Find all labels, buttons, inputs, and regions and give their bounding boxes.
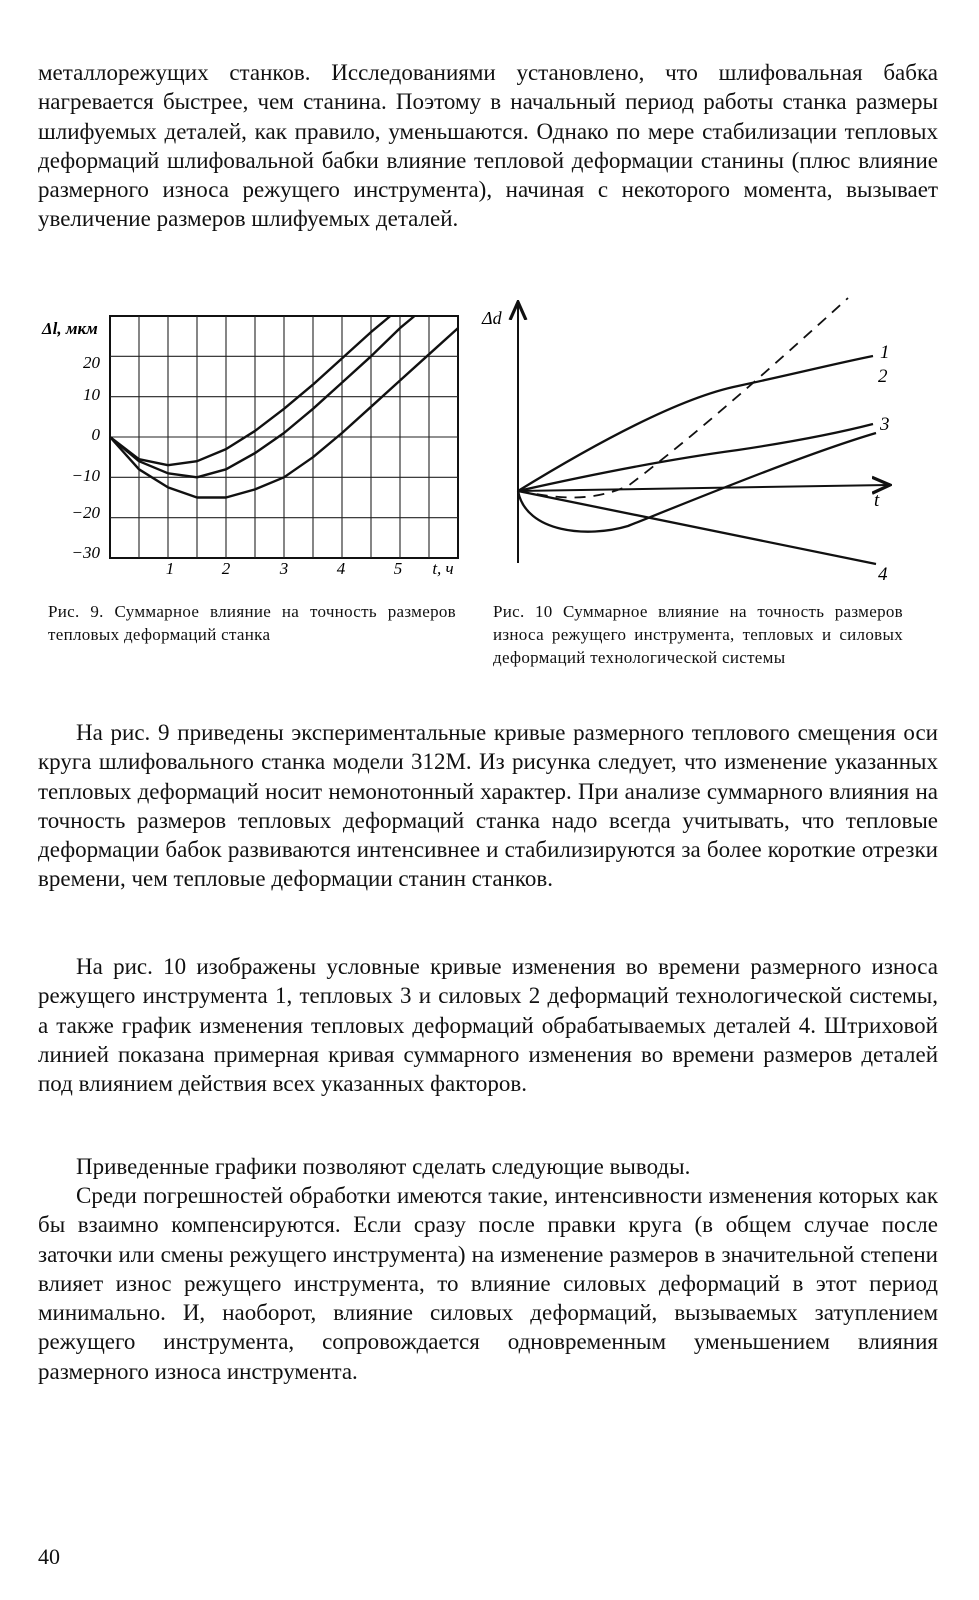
fig9-xtick-5: 5: [393, 559, 403, 578]
fig9-ylabel: Δl, мкм: [42, 319, 98, 338]
fig9-ytick-10: 10: [83, 385, 100, 404]
fig9-xtick-1: 1: [165, 559, 175, 578]
fig9-ytick-m20: −20: [71, 503, 100, 522]
fig10-curve-4: [518, 491, 876, 564]
paragraph-errors: Среди погрешностей обработки имеются такие, интенсивности изменения которых как бы взаимно компенсируются. Если сразу после правки круга (в общем случае после заточки или смены режущего инструмента) на изменение размеров в значительной степени влияет износ режущего инструмента, то влияние силовых деформаций в этот период минимально. И, наоборот, влияние силовых деформаций, вызываемых затуплением режущего инструмента, сопровождается одновременным уменьшением влияния размерного износа инструмента.: [38, 1183, 938, 1384]
fig9-xtick-3: 3: [279, 559, 289, 578]
paragraph-conclusions-intro: Приведенные графики позволяют сделать следующие выводы.: [76, 1154, 691, 1179]
fig9-xtick-4: 4: [336, 559, 346, 578]
fig9-curve-1: [110, 316, 390, 465]
fig10-label-1: 1: [880, 342, 890, 363]
fig10-curve-3: [518, 433, 876, 532]
fig10-curve-1: [518, 424, 873, 491]
fig10-label-4: 4: [878, 564, 888, 585]
page-number: 40: [38, 1544, 60, 1569]
fig9-chart: [40, 308, 470, 588]
paragraph-fig9: На рис. 9 приведены экспериментальные кривые размерного теплового смещения оси круга шлифовального станка модели 312М. Из рисунка следует, что изменение указанных тепловых деформаций носит немонотонный характер. При анализе суммарного влияния на точность размеров тепловых деформаций станка надо всегда учитывать, что тепловые деформации бабок развиваются интенсивнее и стабилизируются за более короткие отрезки времени, чем тепловые деформации станин станков.: [38, 720, 938, 892]
fig10-xlabel: t: [874, 490, 880, 511]
intro-paragraph: металлорежущих станков. Исследованиями установлено, что шлифовальная бабка нагревается быстрее, чем станина. Поэтому в начальный период работы станка размеры шлифуемых деталей, как правило, уменьшаются. Однако по мере стабилизации тепловых деформаций шлифовальной бабки влияние тепловой деформации станины (плюс влияние размерного износа режущего инструмента), начиная с некоторого момента, вызывает увеличение размеров шлифуемых деталей.: [38, 60, 938, 232]
fig10-curve-2: [518, 356, 873, 491]
fig9-caption: Рис. 9. Суммарное влияние на точность размеров тепловых деформаций станка: [48, 602, 456, 644]
fig10-caption: Рис. 10 Суммарное влияние на точность размеров износа режущего инструмента, тепловых и силовых деформаций технологической системы: [493, 602, 903, 667]
fig10-x-axis: [518, 485, 888, 491]
fig10-label-2: 2: [878, 366, 888, 387]
fig9-grid: [110, 316, 458, 558]
fig9-ytick-m30: −30: [71, 543, 100, 562]
fig9-xlabel: t, ч: [432, 559, 454, 578]
fig10-ylabel: Δd: [482, 308, 502, 328]
paragraph-fig10: На рис. 10 изображены условные кривые изменения во времени размерного износа режущего инструмента 1, тепловых 3 и силовых 2 деформаций технологической системы, а также график изменения тепловых деформаций обрабатываемых деталей 4. Штриховой линией показана примерная кривая суммарного изменения во времени размеров деталей под влиянием действия всех указанных факторов.: [38, 954, 938, 1097]
fig10-chart: [478, 288, 918, 588]
fig10-curve-total-dashed: [518, 298, 848, 498]
fig9-ytick-m10: −10: [71, 466, 100, 485]
fig9-xtick-2: 2: [221, 559, 231, 578]
fig9-ytick-20: 20: [83, 353, 100, 372]
fig10-label-3: 3: [880, 414, 890, 435]
fig9-ytick-0: 0: [91, 425, 100, 444]
